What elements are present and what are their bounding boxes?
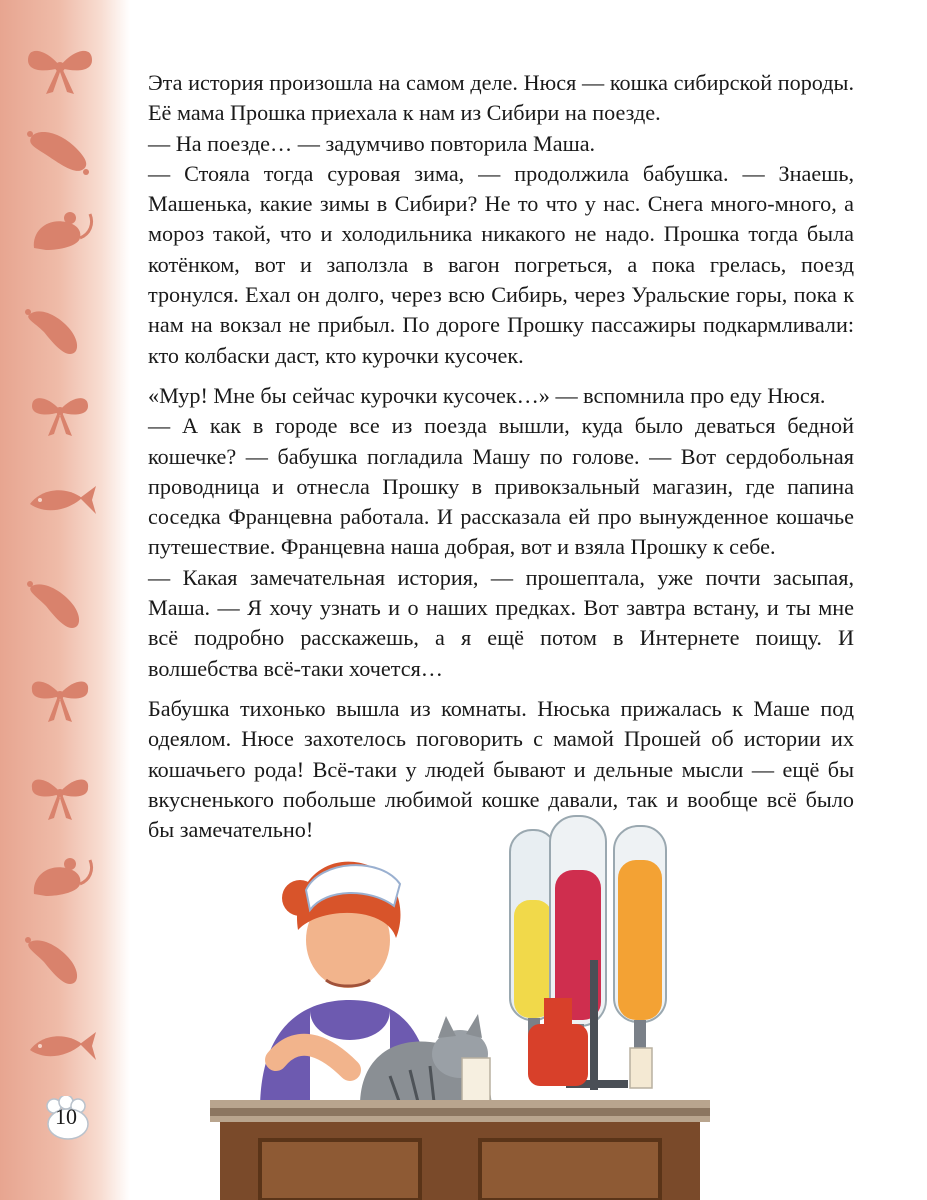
paragraph: — Стояла тогда суровая зима, — продолжила бабушка. — Знаешь, Машенька, какие зимы в Сибири? Не то что у нас. Снега много-много, а мороз такой, что и холодильника никакого не надо. Прошка тогда была котёнком, вот и заползла в вагон погреться, а пока грелась, поезд тронулся. Ехал он долго, через всю Сибирь, через Уральские горы, пока к нам на вокзал не прибыл. По дороге Прошку пассажиры подкармливали: кто колбаски даст, кто курочки кусочек. xyxy=(148,160,854,368)
mouse-icon xyxy=(20,200,100,260)
page-number-label: 10 xyxy=(55,1104,77,1129)
fish-icon xyxy=(20,470,100,530)
red-jar xyxy=(528,1024,588,1086)
paragraph: — На поезде… — задумчиво повторила Маша. xyxy=(148,130,596,156)
sausage-icon xyxy=(20,300,100,360)
paragraph: Бабушка тихонько вышла из комнаты. Нюська прижалась к Маше под одеялом. Нюсе захотелось поговорить с мамой Прошей об истории их кошачьего рода! Всё-таки у людей бывают и дельные мысли — ещё бы вкусненького побольше любимой кошке давали, так и вообще всё было бы замечательно! xyxy=(148,695,854,843)
bow-icon xyxy=(20,384,100,444)
sausage-icon xyxy=(20,930,100,990)
sausage-icon xyxy=(20,118,100,178)
illustration-shop-counter xyxy=(210,810,710,1200)
fish-icon xyxy=(20,1016,100,1076)
shop-counter xyxy=(210,1100,710,1200)
decorative-margin xyxy=(0,0,130,1200)
juice-dispenser-orange xyxy=(614,826,666,1048)
paragraph: — Какая замечательная история, — прошептала, уже почти засыпая, Маша. — Я хочу узнать и о наших предках. Вот завтра встану, и ты мне всё подробно расскажешь, а я ещё потом в Интернете поищу. И волшебства всё-таки хочется… xyxy=(148,564,854,681)
paragraph: Эта история произошла на самом деле. Нюся — кошка сибирской породы. Её мама Прошка приехала к нам из Сибири на поезде. xyxy=(148,70,854,126)
paragraph: — А как в городе все из поезда вышли, куда было деваться бедной кошечке? — бабушка погладила Машу по голове. — Вот сердобольная проводница и отнесла Прошку в привокзальный магазин, где папина соседка Францевна работала. И рассказала ей про вынужденное кошачье путешествие. Францевна наша добрая, вот и взяла Прошку к себе. xyxy=(148,413,854,560)
page-number xyxy=(40,1096,92,1140)
paragraph: «Мур! Мне бы сейчас курочки кусочек…» — вспомнила про еду Нюся. xyxy=(148,382,826,408)
bow-icon xyxy=(20,668,100,728)
bow-icon xyxy=(20,766,100,826)
mouse-icon xyxy=(20,846,100,906)
story-text xyxy=(148,68,854,845)
sausage-icon xyxy=(20,574,100,634)
bow-icon xyxy=(20,38,100,98)
glass xyxy=(630,1048,652,1088)
